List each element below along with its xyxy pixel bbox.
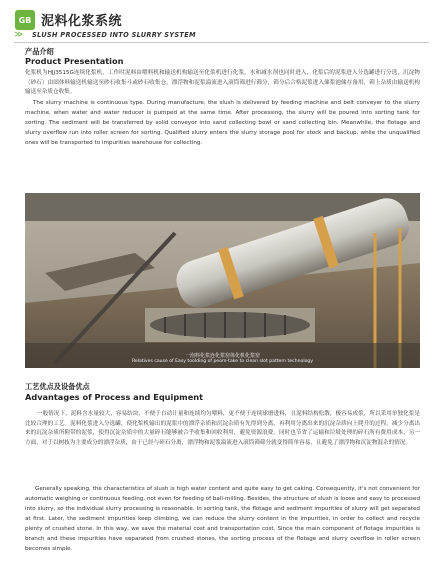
equipment-photo-illustration — [25, 193, 420, 368]
section-badge — [15, 10, 35, 30]
equipment-photo — [25, 193, 420, 368]
page-subtitle: SLUSH PROCESSED INTO SLURRY SYSTEM — [32, 31, 196, 39]
header-divider — [14, 42, 429, 43]
advantages-heading-en: Advantages of Process and Equipment — [25, 392, 204, 402]
advantages-text-cn: 一般情况下，泥料含水量较大，容易结块，不便于自动计量和连续均匀喂料，更不便于连续球磨进料，且泥料结构松散，极容易成浆，所以采用单独化浆是比较合理的工艺。泥料化浆进入分选罐，使化浆机输出的泥浆中的漂浮杂质和沉淀杂质有先得到分离，再利用分离出来的沉淀杂质向上爬升的过程，减少分离出来的沉淀杂质所附带的泥浆，使得沉淀杂质中的大量碎石能够被合乎收集和回收利用，避免资源浪费，同时也节省了运输和垃圾处理的碎石所有费用成本。另一方面，对于以树枝为主要成分的漂浮杂质，由于已经与碎石分离，漂浮物和泥浆溢流进入滚筒筛筛分就变得简单容易，且避免了漂浮物和沉淀物混杂的情况。 — [25, 411, 420, 446]
intro-text-cn: 化浆机为HJJ3515G连续化浆机，工作时泥料由喂料机和输送机构输送至化浆机进行化浆，水和减水剂也同时进入，化浆后的泥浆进入分选罐进行分选，沉淀物（砂石）由固体料输送机输送至砂石收集斗或砂石收集仓，漂浮物和泥浆溢流进入滚筒筛进行筛分，筛分后合格泥浆进入储浆池储存备用，筛上杂质由输送机构输送至杂质仓收集。 — [25, 70, 420, 96]
intro-heading-cn: 产品介绍 — [25, 47, 54, 56]
photo-caption-en: Relatives cause of Easy toolding of peom-take to clean slot pattern technology — [131, 359, 314, 364]
advantages-heading-cn: 工艺优点及设备优点 — [25, 382, 90, 391]
photo-caption-cn: 一泡料化浆连化浆窑体化机化浆窑 — [184, 353, 260, 359]
section-badge-text: GB — [18, 15, 32, 25]
intro-text-en: The slurry machine is continuous type. During manufacture, the slush is delivered by feeding machine and belt conveyer to the slurry machine, when water and water reducer is pumped at the same time. After processing, the slurry will be poured into sorting tank for sorting. The sediment will be transferred by solid conveyor into sand collecting bowl or sand collecting bin. Meanwhile, the flotage and slurry overflow run into roller screen for sorting. Qualified slurry enters the slurry storage pool for stock and backup, while the unqualified ones will be transported to impurities warehouse for collecting. — [25, 100, 420, 146]
page-title: 泥料化浆系统 — [41, 14, 123, 29]
photo-caption — [25, 353, 420, 365]
intro-heading-en: Product Presentation — [25, 56, 124, 66]
subtitle-row — [0, 30, 445, 41]
double-chevron-icon: ≫ — [14, 30, 24, 40]
advantages-text-en: Generally speaking, the characteristics of slush is high water content and quite easy to get caking. Consequently, it's not convenient for automatic weighing or continuous feeding, not even for feeding of ball-milling. Besides, the structure of slush is loose and easy to processed into slurry, so the individual slurry processing is reasonable. In sorting tank, the flotage and sediment impurities of slurry will get separated at first. Later, the sediment impurities keep climbing, we can reduce the slurry content in the impurities, in order to collect and recycle plenty of crushed stone. In this way, we save the material cost and transportation cost. Since the main component of flotage impurities is branch and these impurities have separated from crushed stones, the sorting process of the flotage and slurry overflow in roller screen becomes simple. — [25, 486, 420, 552]
